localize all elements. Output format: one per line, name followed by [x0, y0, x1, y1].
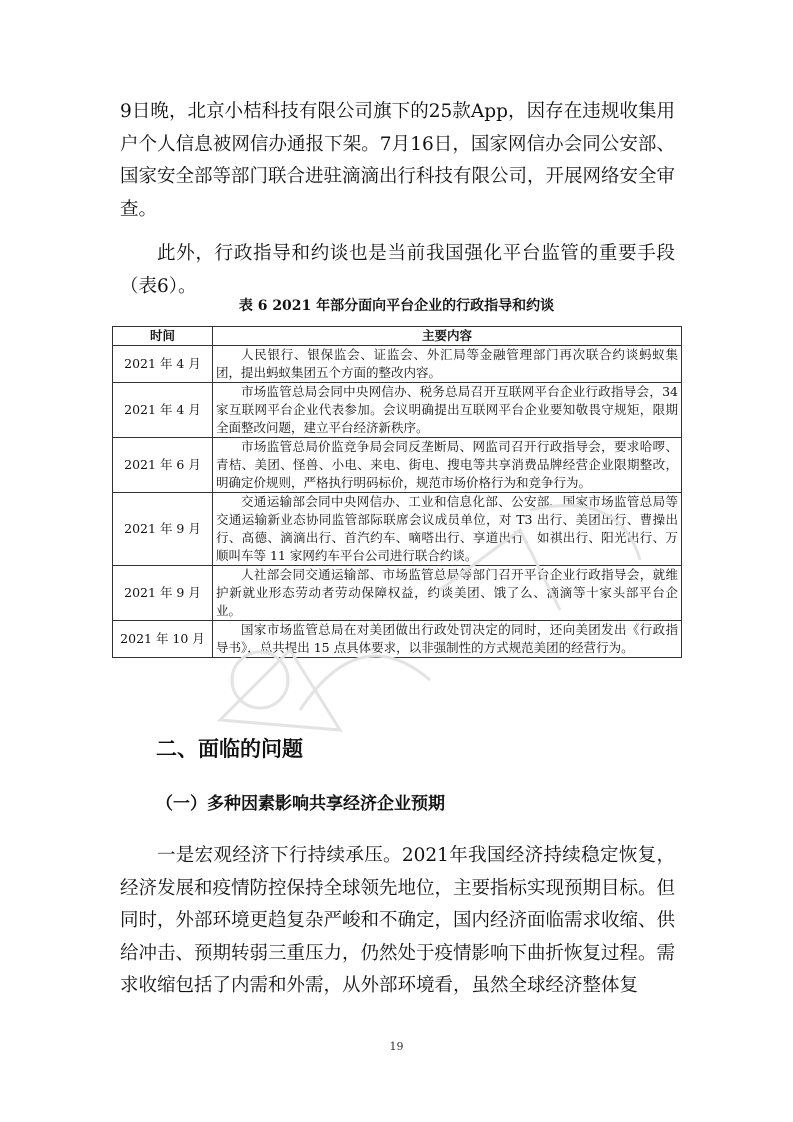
- table-caption: 表 6 2021 年部分面向平台企业的行政指导和约谈: [238, 298, 555, 314]
- row-time: 2021 年 6 月: [113, 438, 213, 493]
- table-row: [113, 438, 682, 493]
- table-row: [113, 383, 682, 438]
- section-heading: 二、面临的问题: [156, 736, 303, 761]
- row-content: 市场监管总局价监竞争局会同反垄断局、网监司召开行政指导会，要求哈啰、青桔、美团、怪兽、小电、来电、街电、搜电等共享消费品牌经营企业限期整改，明确定价规则，严格执行明码标价，规范市场价格行为和竞争行为。: [213, 438, 682, 493]
- section-subheading: （一）多种因素影响共享经济企业预期: [156, 794, 445, 814]
- row-content: 市场监管总局会同中央网信办、税务总局召开互联网平台企业行政指导会，34 家互联网平台企业代表参加。会议明确提出互联网平台企业要知敬畏守规矩，限期全面整改问题，建立平台经济新秩序。: [213, 383, 682, 438]
- table-row: [113, 493, 682, 566]
- row-content: 人社部会同交通运输部、市场监管总局等部门召开平台企业行政指导会，就维护新就业形态劳动者劳动保障权益，约谈美团、饿了么、滴滴等十家头部平台企业。: [213, 566, 682, 621]
- row-time: 2021 年 4 月: [113, 383, 213, 438]
- header-content: 主要内容: [213, 327, 682, 346]
- table-row: [113, 346, 682, 383]
- row-time: 2021 年 9 月: [113, 493, 213, 566]
- header-time: 时间: [113, 327, 213, 346]
- row-time: 2021 年 10 月: [113, 621, 213, 658]
- page-number: 19: [389, 1040, 404, 1053]
- guidance-table: [112, 326, 682, 658]
- row-time: 2021 年 9 月: [113, 566, 213, 621]
- row-content: 国家市场监管总局在对美团做出行政处罚决定的同时，还向美团发出《行政指导书》，总共提出 15 点具体要求，以非强制性的方式规范美团的经营行为。: [213, 621, 682, 658]
- paragraph-macro-economy: 一是宏观经济下行持续承压。2021年我国经济持续稳定恢复，经济发展和疫情防控保持全球领先地位，主要指标实现预期目标。但同时，外部环境更趋复杂严峻和不确定，国内经济面临需求收缩、供给冲击、预期转弱三重压力，仍然处于疫情影响下曲折恢复过程。需求收缩包括了内需和外需，从外部环境看，虽然全球经济整体复: [120, 845, 676, 996]
- paragraph-admin-guidance: 此外，行政指导和约谈也是当前我国强化平台监管的重要手段（表6）。: [120, 243, 675, 297]
- table-row: [113, 566, 682, 621]
- row-time: 2021 年 4 月: [113, 346, 213, 383]
- row-content: 人民银行、银保监会、证监会、外汇局等金融管理部门再次联合约谈蚂蚁集团，提出蚂蚁集团五个方面的整改内容。: [213, 346, 682, 383]
- paragraph-didi-review: 9日晚，北京小桔科技有限公司旗下的25款App，因存在违规收集用户个人信息被网信办通报下架。7月16日，国家网信办会同公安部、国家安全部等部门联合进驻滴滴出行科技有限公司，开展网络安全审查。: [120, 101, 676, 220]
- table-row: [113, 621, 682, 658]
- row-content: 交通运输部会同中央网信办、工业和信息化部、公安部、国家市场监管总局等交通运输新业态协同监管部际联席会议成员单位，对 T3 出行、美团出行、曹操出行、高德、滴滴出行、首汽约车、嘀嗒出行、享道出行、如祺出行、阳光出行、万顺叫车等 11 家网约车平台公司进行联合约谈。: [213, 493, 682, 566]
- table-header-row: [113, 327, 682, 346]
